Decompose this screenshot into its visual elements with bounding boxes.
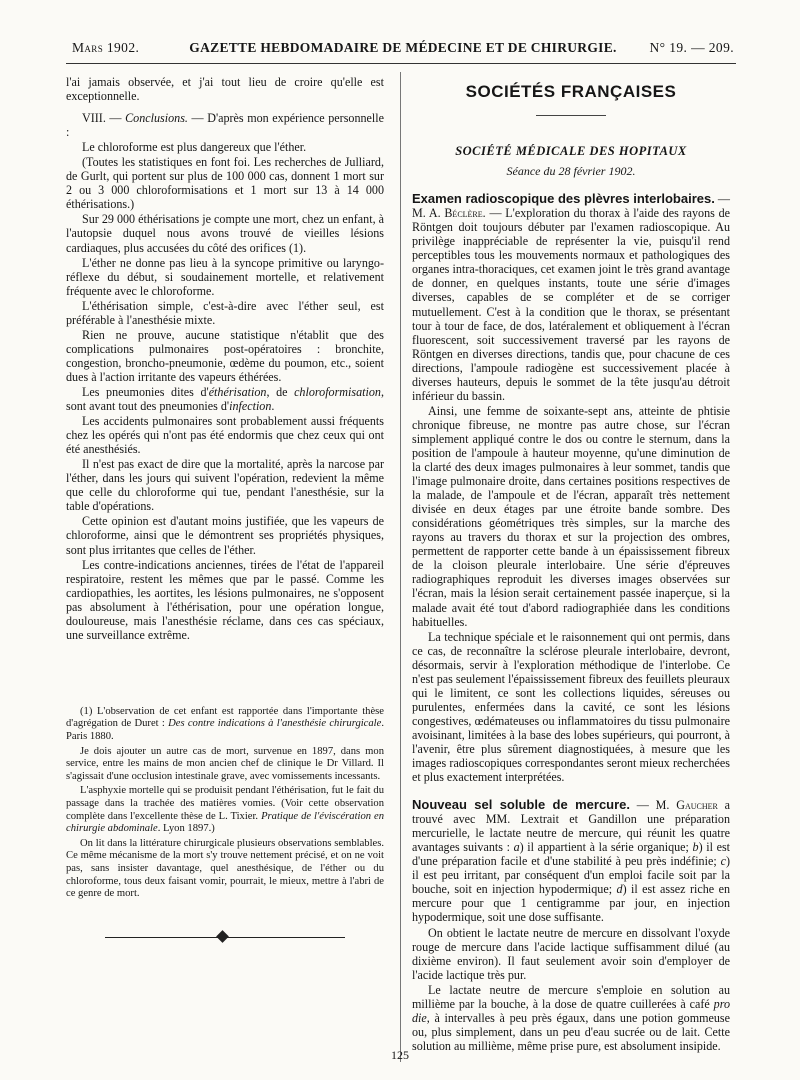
paragraph: On obtient le lactate neutre de mercure en dissolvant l'oxyde rouge de mercure dans l'acide lactique suffisamment dilué (au dixième environ). Il faut seulement avoir soin d'employer de l'acide lactique très pur.	[412, 925, 730, 982]
page-folio: 125	[391, 1048, 409, 1062]
article-radioscopie	[412, 192, 730, 403]
text-run: (1) L'observation de cet enfant est rapportée dans l'importante thèse d'agrégation de Duret :	[66, 705, 384, 730]
footnote-paragraph: On lit dans la littérature chirurgicale plusieurs observations semblables. Ce même mécanisme de la mort s'y trouve nettement précisé, et on ne voit pas, sans insister davantage, quel anesthésique, de l'éther ou du chloroforme, tous deux faisant vomir, pourrait, le mieux, mettre à l'abri de ce genre de mort.	[66, 837, 384, 900]
paragraph: L'éthérisation simple, c'est-à-dire avec l'éther seul, est préférable à l'anesthésie mixte.	[66, 298, 384, 327]
article-title: Nouveau sel soluble de mercure.	[412, 797, 631, 813]
paragraph: l'ai jamais observée, et j'ai tout lieu de croire qu'elle est exceptionnelle.	[66, 75, 384, 104]
list-letter: a	[513, 840, 520, 855]
italic-term: éthérisation	[208, 384, 267, 399]
paragraph: La technique spéciale et le raisonnement qui ont permis, dans ce cas, de reconnaître la sclérose pleurale interlobaire, devront, désormais, servir à l'exploration méthodique de l'interlobe. Ce n'est pas seulement l'épaississement fibreux des feuillets pleuraux qui le limitent, ce sont les collections liquides, séreuses ou purulentes, enfermées dans la cavité, ce sont les lésions congestives, œdémateuses ou inflammatoires du tissu pulmonaire avoisinant, limitées à la base des lobes supérieurs, qui pourront, à l'avenir, être plus sûrement diagnostiquées, à mesure que les images radioscopiques correspondantes seront mieux recherchées et plus exactement interprétées.	[412, 629, 730, 785]
text-run: , de	[266, 384, 295, 399]
article-mercure	[412, 798, 730, 924]
paragraph: Rien ne prouve, aucune statistique n'établit que des complications pulmonaires post-opératoires : bronchite, congestion, broncho-pneumonie, œdème du poumon, etc., soient dues à l'action irritante des vapeurs éthérées.	[66, 327, 384, 384]
paragraph: Les contre-indications anciennes, tirées de l'état de l'appareil respiratoire, restent les mêmes que par le passé. Comme les cardiopathies, les aortites, les lésions pulmonaires, ne s'opposent pas absolument à l'éthérisation, pour une opération longue, douloureuse, mais l'anesthésie réclame, dans ces cas spéciaux, une surveillance extrême.	[66, 557, 384, 642]
footnote-paragraph: Je dois ajouter un autre cas de mort, survenue en 1897, dans mon service, entre les mains de mon ancien chef de clinique le Dr Villard. Il s'agissait d'une occlusion intestinale grave, avec vomissements incessants.	[66, 745, 384, 782]
end-ornament	[105, 931, 345, 945]
article-author: — M. A. Béclère.	[412, 192, 730, 221]
footnotes	[66, 706, 384, 901]
text-run: Le lactate neutre de mercure s'emploie en solution au millième par la bouche, à la dose de quatre cuillerées à café	[412, 982, 730, 1011]
paragraph: Le chloroforme est plus dangereux que l'éther.	[82, 140, 307, 155]
italic-term: chloroformisation	[294, 384, 381, 399]
column-divider	[400, 72, 401, 1062]
text-run: a trouvé avec MM. Lextrait et Gandillon une préparation mercurielle, le lactate neutre de mercure, qui réunit les quatre avantages suivants :	[412, 798, 730, 855]
list-letter: b	[692, 840, 699, 855]
paragraph: Il n'est pas exact de dire que la mortalité, après la narcose par l'éther, dans les jours qui suivent l'opération, redevient la même que celle du chloroforme qui tue, pendant l'anesthésie, sur la table d'opérations.	[66, 457, 384, 514]
header-journal-title: GAZETTE HEBDOMADAIRE DE MÉDECINE ET DE CHIRURGIE.	[189, 40, 617, 55]
heading-rule	[536, 115, 606, 116]
paragraph: Sur 29 000 éthérisations je compte une mort, chez un enfant, à l'autopsie duquel nous avons trouvé de vieilles lésions cardiaques, plus accusées du côté des orifices (1).	[66, 212, 384, 255]
society-name: SOCIÉTÉ MÉDICALE DES HOPITAUX	[455, 144, 687, 159]
paragraph-text: — D'après mon expérience personnelle :	[66, 111, 384, 140]
paragraph: L'éther ne donne pas lieu à la syncope primitive ou laryngo-réflexe du début, si soudainement mortelle, et relativement fréquente avec le chloroforme.	[66, 255, 384, 298]
paragraph: Les accidents pulmonaires sont probablement aussi fréquents chez les opérés qui n'ont pas été endormis que chez ceux qui ont été anesthésiés.	[66, 414, 384, 457]
session-date: Séance du 28 février 1902.	[506, 164, 636, 179]
italic-term: pro die	[412, 996, 730, 1025]
left-column	[66, 75, 384, 945]
italic-term: infection	[229, 399, 272, 414]
text-run: ) il est d'une préparation facile et d'une stabilité à peu près indéfinie;	[412, 840, 731, 869]
text-run: Les pneumonies dites d'	[82, 384, 209, 399]
paragraph: (Toutes les statistiques en font foi. Les recherches de Julliard, de Gurlt, qui portent sur plus de 100 000 cas, donnent 1 mort sur 2 ou 3 000 chloroformisations et 1 mort sur 13 à 14 000 éthérisations.)	[66, 155, 384, 212]
article-title: Examen radioscopique des plèvres interlobaires.	[412, 191, 715, 207]
paragraph-pneumonies	[66, 385, 384, 413]
running-head	[72, 40, 734, 62]
text-run: . Paris 1880.	[66, 718, 384, 743]
diamond-icon	[216, 930, 229, 943]
text-run: ) il est assez riche en mercure pour que 1 centigramme par jour, en injection hypodermique, soit une dose suffisante.	[412, 882, 730, 925]
section-title: Conclusions.	[125, 111, 188, 126]
footnote-paragraph	[66, 785, 384, 835]
footnote-1	[66, 706, 384, 744]
section-heading: SOCIÉTÉS FRANÇAISES	[465, 82, 677, 101]
text-run: ) il est peu irritant, par conséquent d'un emploi facile soit par la bouche, soit en injection hypodermique;	[412, 854, 730, 897]
article-author: — M. Gaucher	[636, 798, 718, 813]
list-letter: d	[616, 882, 623, 897]
cited-title: Des contre indications à l'anesthésie chirurgicale	[168, 718, 382, 730]
cited-title: Pratique de l'éviscération en chirurgie abdominale	[66, 810, 385, 835]
text-run: , sont avant tout des pneumonies d'	[66, 384, 384, 414]
text-run: L'asphyxie mortelle qui se produisit pendant l'éthérisation, fut le fait du passage dans la trachée des matières vomies. (Voir cette observation complète dans l'excellente thèse de L. Tixier.	[66, 785, 384, 822]
list-letter: c	[720, 854, 726, 869]
text-run: , à intervalles à peu près égaux, dans une potion gommeuse ou, plus simplement, dans un peu d'eau sucrée ou de lait. Cette solution au millième, même prise pure, est absolument insipide.	[412, 1010, 730, 1053]
header-issue-page: N° 19. — 209.	[649, 40, 734, 55]
text-run: . Lyon 1897.)	[157, 823, 215, 835]
paragraph-text: — L'exploration du thorax à l'aide des rayons de Röntgen doit toujours débuter par l'examen radioscopique. Au privilège inappréciable de représenter la vie, puisqu'il rend perceptibles tous les mouvements normaux et pathologiques des organes intra-thoraciques, cet examen joint le très grand avantage de donner, en quelques instants, toute une série d'images diverses, capables de se compléter et de se corriger mutuellement. C'est à la condition que le thorax, se présentant tour à tour de face, de dos, latéralement et obliquement à l'écran fluorescent, soit successivement traversé par les rayons de Röntgen en diverses directions, tandis que, pour chacune de ces directions, l'ampoule radiogène est successivement placée à diverses hauteurs, depuis le sommet de la tête jusqu'au détroit inférieur du bassin.	[412, 206, 730, 403]
text-run: .	[271, 399, 275, 414]
paragraph	[412, 983, 730, 1053]
paragraph-conclusions	[66, 111, 384, 139]
text-run: ) il appartient à la série organique;	[519, 840, 693, 855]
paragraph: Ainsi, une femme de soixante-sept ans, atteinte de phtisie chronique fibreuse, ne montre pas autre chose, sur l'écran simplement appliqué contre le dos ou contre le sternum, dans la position de l'ampoule à hauteur moyenne, qu'une diminution de la clarté des deux images pulmonaires à leur sommet, tandis que l'image pulmonaire droite, dans certaines positions respectives de la malade, de l'ampoule et de l'écran, apparaît très nettement divisée en deux étages par une étroite bande sombre. Des considérations géométriques très simples, sur la marche des rayons au travers du thorax et sur la projection des ombres, permettent de rapporter cette bande à un épaississement fibreux de la cloison pleurale interlobaire. Une série d'épreuves radiographiques reproduit les diverses images observées sur l'écran, mais la lésion serait certainement passée inaperçue, si la malade avait été tout d'abord radiographiée dans les conditions habituelles.	[412, 403, 730, 629]
right-column	[412, 75, 730, 1053]
header-rule	[66, 63, 736, 64]
section-number: VIII. —	[82, 111, 122, 126]
paragraph: Cette opinion est d'autant moins justifiée, que les vapeurs de chloroforme, ainsi que le démontrent ses propriétés physiques, sont plus irritantes que celles de l'éther.	[66, 514, 384, 557]
header-date: Mars 1902.	[72, 40, 140, 55]
